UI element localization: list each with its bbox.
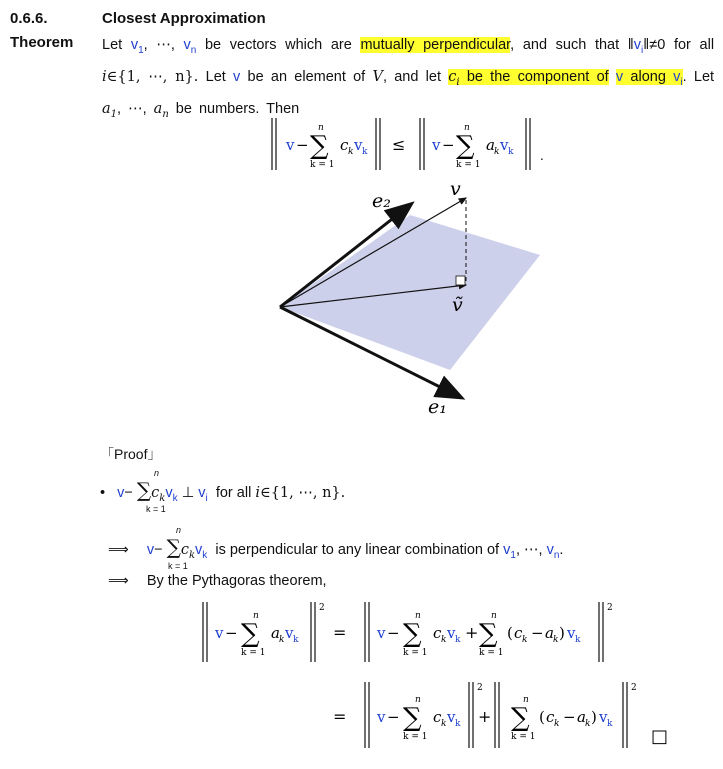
svg-text:k = 1: k = 1 [403,648,428,658]
svg-text:−: − [296,136,309,154]
svg-text:2: 2 [631,683,637,693]
svg-text:∑: ∑ [511,703,530,733]
svg-text:): ) [591,708,597,726]
svg-text:n: n [318,123,324,133]
svg-text:v: v [377,624,386,642]
svg-text:v: v [215,624,224,642]
svg-text:v: v [500,136,509,154]
plane [280,215,540,370]
svg-text:a: a [577,708,586,726]
svg-text:n: n [415,695,421,705]
svg-text:∑: ∑ [403,703,422,733]
svg-text:c: c [433,708,442,726]
svg-text:v: v [286,136,295,154]
svg-text:c: c [546,708,555,726]
label-e2: e₂ [372,190,391,212]
svg-text:k: k [508,147,514,157]
svg-text:∑: ∑ [479,619,498,649]
svg-text:(: ( [507,624,513,642]
svg-text:k: k [585,719,591,729]
svg-text:v: v [567,624,576,642]
svg-text:k = 1: k = 1 [310,160,335,170]
svg-text:+: + [478,707,492,726]
svg-text:∑: ∑ [456,131,475,161]
svg-text:∑: ∑ [241,619,260,649]
theorem-statement: Let $v_1$, ⋯, $v_n$ be vectors which are mutually perpendicular, and such that $‖v_i‖\ne 0$ for all i∈{1, ⋯, n}. Let v be an element of V, and let $c_i$ be the component of v along $v_i$. Let $a_1$, ⋯, $a_n$ be numbers. Then [102,37,715,120]
svg-text:2: 2 [607,603,613,613]
equation-line-1 [195,596,625,666]
svg-text:.: . [540,149,544,163]
svg-text:k: k [455,635,461,645]
highlight-component: $c_i$ be the component of [448,68,609,88]
svg-text:k: k [279,635,285,645]
svg-text:n: n [464,123,470,133]
label-v: v [450,178,461,200]
svg-text:v: v [354,136,363,154]
svg-text:−: − [225,624,238,642]
svg-text:−: − [387,624,400,642]
svg-text:k = 1: k = 1 [241,648,266,658]
svg-text:k: k [348,147,354,157]
svg-text:k: k [362,147,368,157]
svg-text:k = 1: k = 1 [511,732,536,742]
svg-text:≤: ≤ [392,135,406,154]
svg-text:v: v [377,708,386,726]
svg-text:k: k [607,719,613,729]
theorem-title: Closest Approximation [102,10,266,27]
svg-text:c: c [340,136,349,154]
svg-text:2: 2 [477,683,483,693]
svg-text:c: c [433,624,442,642]
svg-text:): ) [559,624,565,642]
svg-text:n: n [415,611,421,621]
svg-text:c: c [514,624,523,642]
svg-text:n: n [253,611,259,621]
svg-text:k = 1: k = 1 [479,648,504,658]
projection-figure [260,175,560,425]
label-e1: e₁ [428,396,447,418]
proof-heading: 「Proof」 [100,446,162,462]
svg-text:∑: ∑ [403,619,422,649]
svg-text:∑: ∑ [310,131,329,161]
svg-text:k: k [441,719,447,729]
svg-text:k = 1: k = 1 [403,732,428,742]
section-number: 0.6.6. [10,10,48,27]
theorem-label: Theorem [10,34,74,51]
proof-bullet-1: • $v- \sum c_kv_k$ ⊥ $v_i$ for all i∈{1, ⋯, n}. [100,478,346,504]
svg-text:v: v [447,708,456,726]
svg-text:−: − [387,708,400,726]
svg-text:2: 2 [319,603,325,613]
svg-text:v: v [599,708,608,726]
qed-symbol: □ [651,726,669,747]
svg-text:k: k [455,719,461,729]
svg-text:−: − [442,136,455,154]
svg-text:n: n [491,611,497,621]
svg-text:−: − [531,624,544,642]
svg-text:a: a [545,624,554,642]
svg-text:k = 1: k = 1 [456,160,481,170]
svg-text:k: k [522,635,528,645]
label-vtilde: ṽ [452,294,463,316]
svg-text:k: k [554,719,560,729]
equation-line-2 [325,676,685,756]
highlight-perpendicular: mutually perpendicular [360,37,511,53]
svg-text:(: ( [539,708,545,726]
svg-text:k: k [575,635,581,645]
svg-text:a: a [486,136,495,154]
svg-text:n: n [523,695,529,705]
svg-text:v: v [447,624,456,642]
svg-text:k: k [494,147,500,157]
svg-text:v: v [285,624,294,642]
svg-text:k: k [293,635,299,645]
proof-step-2: ⟹ By the Pythagoras theorem, [108,573,327,589]
svg-text:k: k [553,635,559,645]
svg-text:v: v [432,136,441,154]
svg-text:−: − [563,708,576,726]
right-angle-mark [456,276,465,285]
svg-text:+: + [465,623,479,642]
svg-text:a: a [271,624,280,642]
main-inequality [260,114,560,172]
svg-text:=: = [333,623,347,642]
svg-text:=: = [333,707,347,726]
proof-step-1: ⟹ $v- \sum c_kv_k$ is perpendicular to any linear combination of $v_1$, ⋯, $v_n$. [108,535,564,561]
svg-text:k: k [441,635,447,645]
